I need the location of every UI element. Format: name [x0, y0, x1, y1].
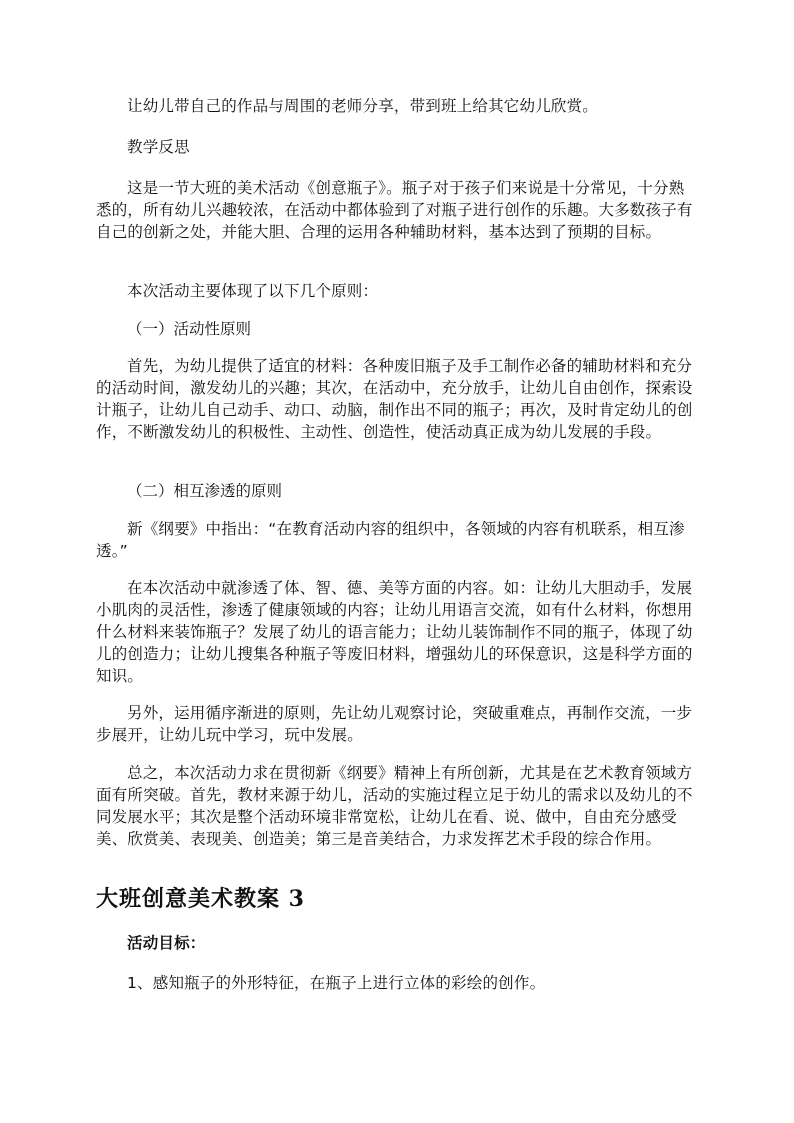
section-label-reflection: 教学反思 — [127, 138, 190, 156]
paragraph-conclusion: 总之，本次活动力求在贯彻新《纲要》精神上有所创新，尤其是在艺术教育领域方面有所突破。首先，教材来源于幼儿，活动的实施过程立足于幼儿的需求以及幼儿的不同发展水平；其次是整个活动环境非常宽松，让幼儿在看、说、做中，自由充分感受美、欣赏美、表现美、创造美；第三是音美结合，力求发挥艺术手段的综合作用。 — [96, 764, 693, 848]
paragraph-activity-principle: 首先，为幼儿提供了适宜的材料：各种废旧瓶子及手工制作必备的辅助材料和充分的活动时间，激发幼儿的兴趣；其次，在活动中，充分放手，让幼儿自由创作，探索设计瓶子，让幼儿自己动手、动口、动脑，制作出不同的瓶子；再次，及时肯定幼儿的创作，不断激发幼儿的积极性、主动性、创造性，使活动真正成为幼儿发展的手段。 — [96, 357, 693, 441]
paragraph-principles-intro: 本次活动主要体现了以下几个原则： — [127, 282, 379, 300]
section-heading: 大班创意美术教案 3 — [96, 886, 305, 912]
paragraph-step-by-step: 另外，运用循序渐进的原则，先让幼儿观察讨论，突破重难点，再制作交流，一步步展开，让幼儿玩中学习，玩中发展。 — [96, 704, 693, 744]
goals-label: 活动目标： — [127, 934, 206, 952]
goal-item-1: 1、感知瓶子的外形特征，在瓶子上进行立体的彩绘的创作。 — [127, 974, 546, 992]
paragraph-reflection-intro: 这是一节大班的美术活动《创意瓶子》。瓶子对于孩子们来说是十分常见，十分熟悉的，所有幼儿兴趣较浓，在活动中都体验到了对瓶子进行创作的乐趣。大多数孩子有自己的创新之处，并能大胆、合理的运用各种辅助材料，基本达到了预期的目标。 — [96, 179, 693, 241]
paragraph-interpenetration: 在本次活动中就渗透了体、智、德、美等方面的内容。如：让幼儿大胆动手，发展小肌肉的灵活性，渗透了健康领域的内容；让幼儿用语言交流，如有什么材料，你想用什么材料来装饰瓶子？发展了幼儿的语言能力；让幼儿装饰制作不同的瓶子，体现了幼儿的创造力；让幼儿搜集各种瓶子等废旧材料，增强幼儿的环保意识，这是科学方面的知识。 — [96, 579, 693, 685]
paragraph-share-work: 让幼儿带自己的作品与周围的老师分享，带到班上给其它幼儿欣赏。 — [127, 97, 599, 115]
subheading-interpenetration-principle: （二）相互渗透的原则 — [127, 482, 283, 500]
paragraph-outline-quote: 新《纲要》中指出：“在教育活动内容的组织中，各领域的内容有机联系，相互渗透。” — [96, 520, 685, 560]
subheading-activity-principle: （一）活动性原则 — [127, 320, 252, 338]
